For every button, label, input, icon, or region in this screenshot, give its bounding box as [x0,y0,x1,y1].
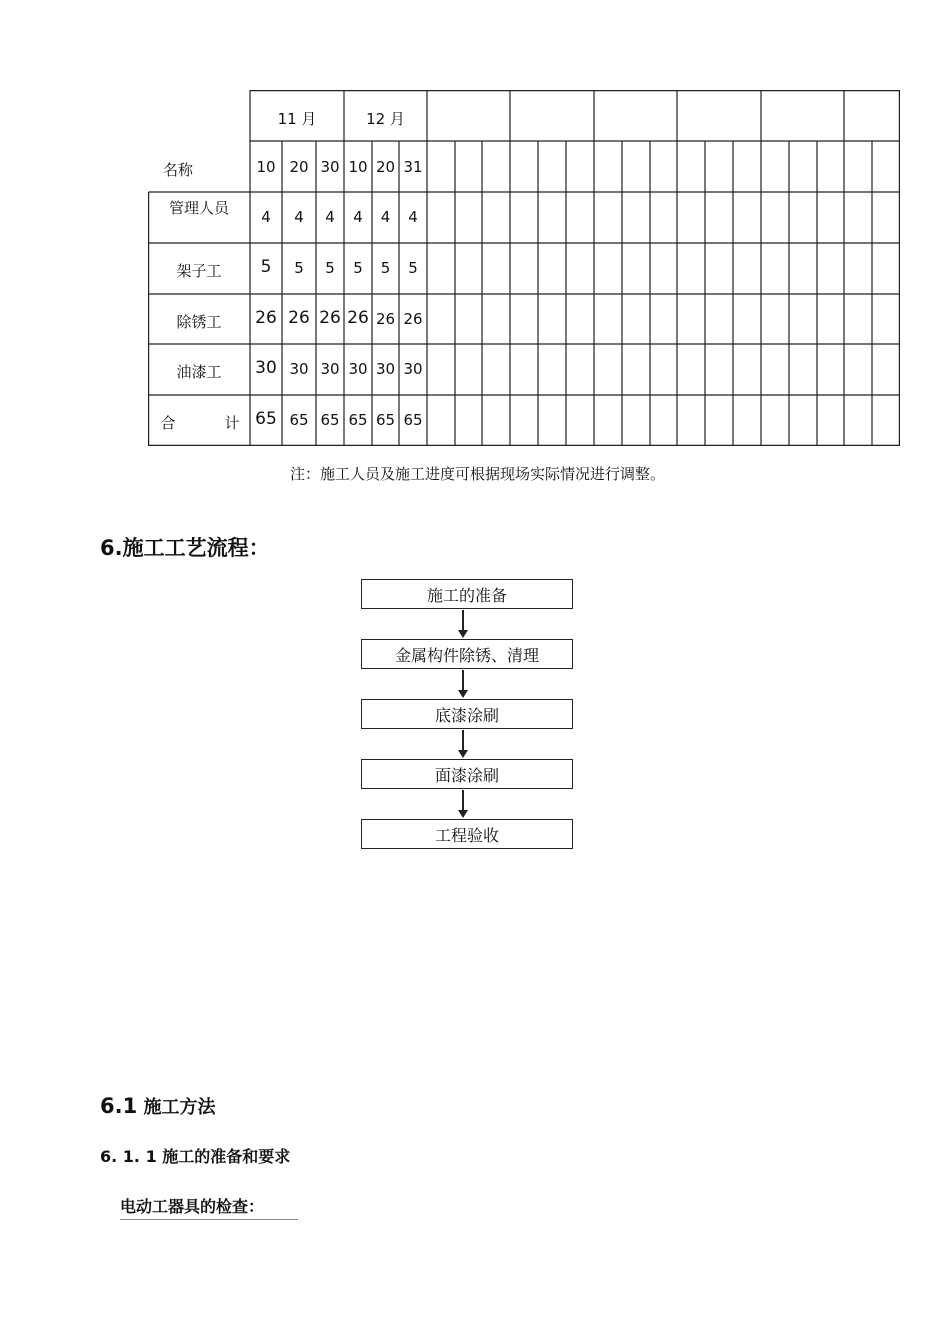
table-value-cell: 30 [289,360,309,378]
staffing-schedule-table [148,90,900,446]
table-value-cell: 4 [294,208,304,226]
flow-step-primer: 底漆涂刷 [361,699,573,729]
table-value-cell: 5 [380,259,391,277]
table-value-cell: 26 [288,308,310,328]
day-header-cell: 10 [256,158,276,176]
row-label-managers: 管理人员 [168,199,229,217]
day-header-cell: 31 [403,158,423,176]
table-value-cell: 5 [260,257,272,277]
table-value-cell: 30 [348,360,368,378]
day-header-cell: 20 [289,158,309,176]
section-6-1-number: 6.1 [100,1094,138,1118]
table-value-cell: 65 [320,411,340,429]
table-value-cell: 5 [325,259,335,277]
table-note: 注：施工人员及施工进度可根据现场实际情况进行调整。 [290,465,666,483]
table-value-cell: 4 [353,208,363,226]
flow-arrow [462,670,464,696]
table-value-cell: 26 [347,308,369,328]
table-value-cell: 30 [403,360,423,378]
table-value-cell: 30 [375,360,396,378]
name-column-header: 名称 [162,161,193,179]
day-header-cell: 20 [375,158,396,176]
tool-inspection-subheading: 电动工器具的检查： [120,1194,298,1220]
section-6-heading: 6.施工工艺流程： [100,536,270,560]
table-value-cell: 4 [325,208,335,226]
section-6-1-heading [100,1093,215,1119]
flow-step-acceptance: 工程验收 [361,819,573,849]
table-value-cell: 5 [353,259,363,277]
table-value-cell: 4 [408,208,418,226]
section-6-1-title: 施工方法 [143,1097,216,1118]
row-label-total-left: 合 [160,414,176,432]
table-value-cell: 65 [255,409,277,429]
day-header-cell: 10 [348,158,368,176]
month-header-nov: 11 月 [277,110,317,128]
table-value-cell: 5 [408,259,418,277]
table-value-cell: 5 [294,259,304,277]
row-label-total-right: 计 [224,414,240,432]
table-value-cell: 26 [403,310,423,328]
table-value-cell: 65 [403,411,423,429]
table-value-cell: 26 [255,308,277,328]
table-value-cell: 65 [348,411,368,429]
table-value-cell: 65 [375,411,396,429]
month-header-dec: 12 月 [366,110,405,128]
row-label-painters: 油漆工 [176,363,222,381]
table-value-cell: 65 [289,411,309,429]
table-value-cell: 4 [380,208,391,226]
flow-step-topcoat: 面漆涂刷 [361,759,573,789]
flow-arrow [462,610,464,636]
table-value-cell: 30 [320,360,340,378]
section-6-1-1-heading: 6. 1. 1 施工的准备和要求 [100,1147,291,1166]
table-value-cell: 26 [319,308,341,328]
table-value-cell: 30 [255,358,277,378]
row-label-scaffolders: 架子工 [176,262,222,280]
table-value-cell: 26 [375,310,396,328]
flow-step-preparation: 施工的准备 [361,579,573,609]
row-label-rust-removers: 除锈工 [176,313,222,331]
flow-arrow [462,730,464,756]
flow-step-rust-removal: 金属构件除锈、清理 [361,639,573,669]
table-value-cell: 4 [261,208,271,226]
flow-arrow [462,790,464,816]
day-header-cell: 30 [320,158,340,176]
